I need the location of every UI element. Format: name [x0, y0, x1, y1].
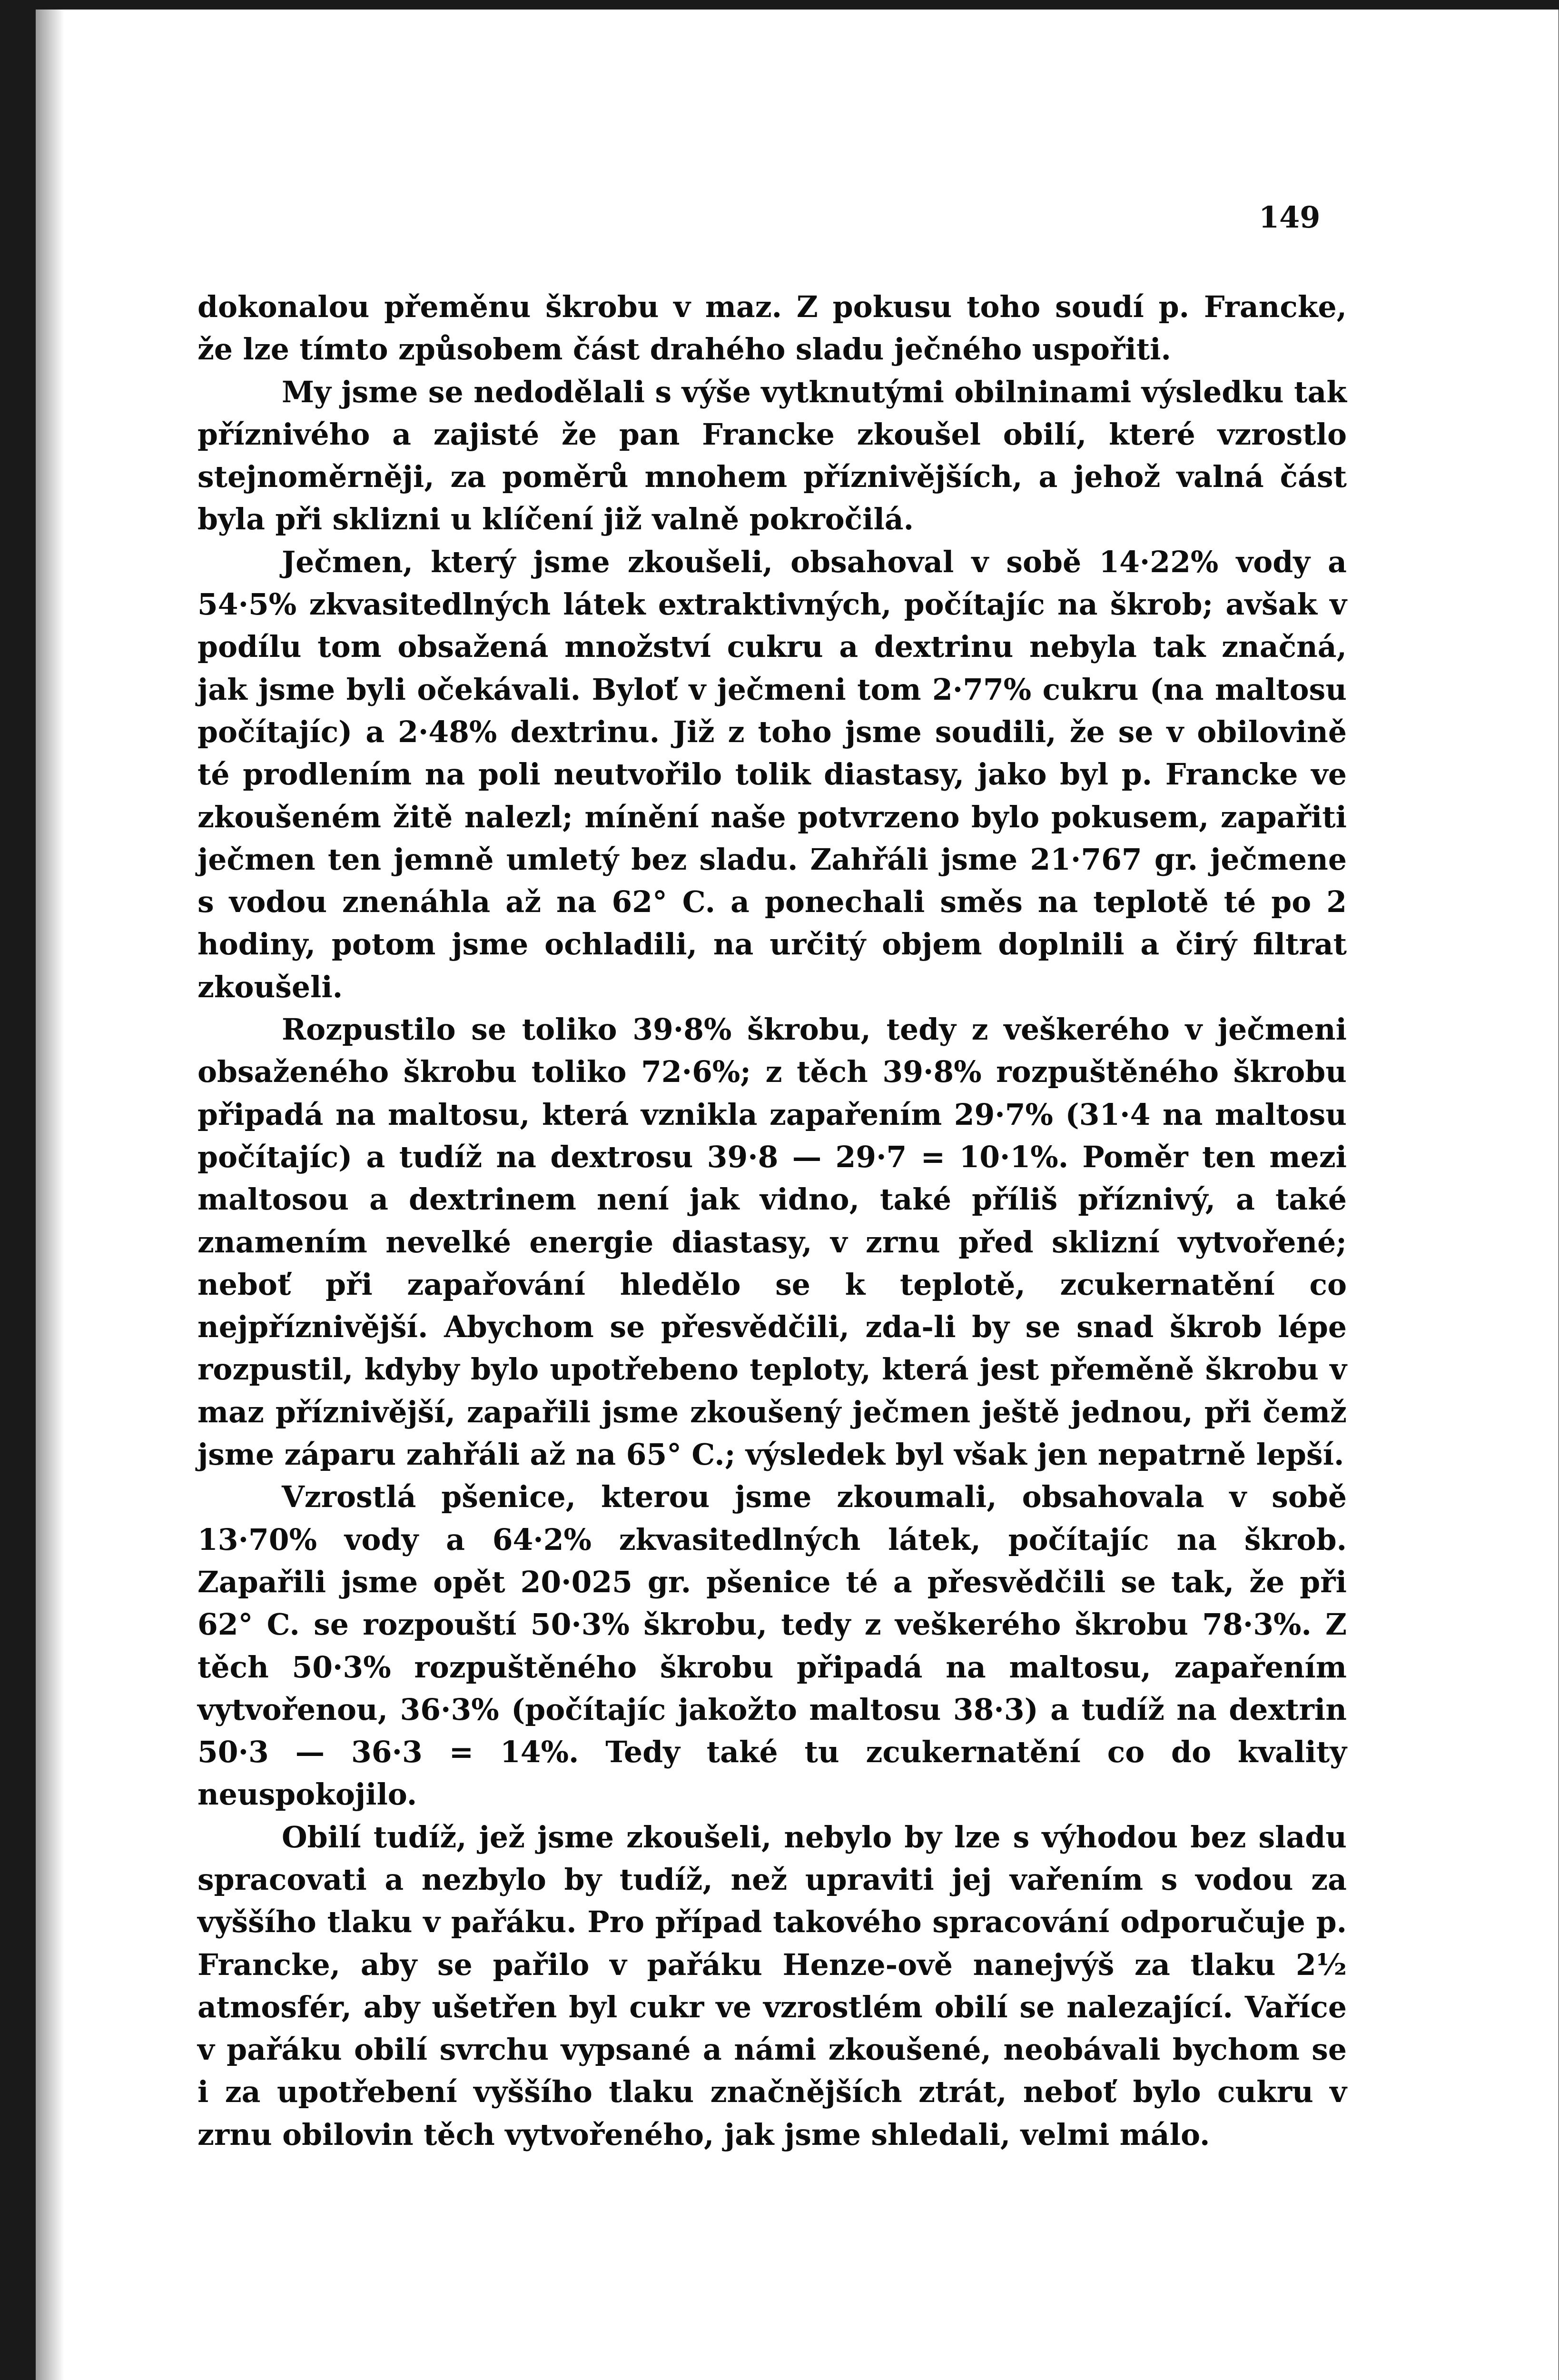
paragraph: Vzrostlá pšenice, kterou jsme zkoumali, obsahovala v sobě 13·70% vody a 64·2% zkvasitedlných látek, počítajíc na škrob. Zapařili jsme opět 20·025 gr. pšenice té a přesvědčili se tak, že při 62° C. se rozpouští 50·3% škrobu, tedy z veškerého škrobu 78·3%. Z těch 50·3% rozpuštěného škrobu připadá na maltosu, zapařením vytvořenou, 36·3% (počítajíc jakožto maltosu 38·3) a tudíž na dextrin 50·3 — 36·3 = 14%. Tedy také tu zcukernatění co do kvality neuspokojilo. [197, 1479, 1347, 1812]
paragraph: My jsme se nedodělali s výše vytknutými obilninami výsledku tak příznivého a zajisté že pan Francke zkoušel obilí, které vzrostlo stejnoměrněji, za poměrů mnohem příznivějších, a jehož valná část byla při sklizni u klíčení již valně pokročilá. [197, 374, 1347, 537]
page-spine-shadow [36, 10, 64, 2380]
paragraph: Obilí tudíž, jež jsme zkoušeli, nebylo by lze s výhodou bez sladu spracovati a nezbylo by tudíž, než upraviti jej vařením s vodou za vyššího tlaku v pařáku. Pro případ takového spracování odporučuje p. Francke, aby se pařilo v pařáku Henze-ově nanejvýš za tlaku 2½ atmosfér, aby ušetřen byl cukr ve vzrostlém obilí se nalezající. Vaříce v pařáku obilí svrchu vypsané a námi zkoušené, neobávali bychom se i za upotřebení vyššího tlaku značnějších ztrát, neboť bylo cukru v zrnu obilovin těch vytvořeného, jak jsme shledali, velmi málo. [197, 1819, 1347, 2152]
paragraph: Ječmen, který jsme zkoušeli, obsahoval v sobě 14·22% vody a 54·5% zkvasitedlných látek extraktivných, počítajíc na škrob; avšak v podílu tom obsažená množství cukru a dextrinu nebyla tak značná, jak jsme byli očekávali. Bylоť v ječmeni tom 2·77% cukru (na maltosu počítajíc) a 2·48% dextrinu. Již z toho jsme soudili, že se v obilovině té prodlením na poli neutvořilo tolik diastasy, jako byl p. Francke ve zkoušeném žitě nalezl; mínění naše potvrzeno bylo pokusem, zapařiti ječmen ten jemně umletý bez sladu. Zahřáli jsme 21·767 gr. ječmene s vodou znenáhla až na 62° C. a ponechali směs na teplotě té po 2 hodiny, potom jsme ochladili, na určitý objem doplnili a čirý filtrat zkoušeli. [197, 544, 1347, 1004]
book-page [36, 10, 1559, 2380]
paragraph: Rozpustilo se toliko 39·8% škrobu, tedy z veškerého v ječmeni obsaženého škrobu toliko 72·6%; z těch 39·8% rozpuštěného škrobu připadá na maltosu, která vznikla zapařením 29·7% (31·4 na maltosu počítajíc) a tudíž na dextrosu 39·8 — 29·7 = 10·1%. Poměr ten mezi maltosou a dextrinem není jak vidno, také příliš příznivý, a také znamením nevelké energie diastasy, v zrnu před sklizní vytvořené; neboť při zapařování hledělo se k teplotě, zcukernatění co nejpříznivější. Abychom se přesvědčili, zda-li by se snad škrob lépe rozpustil, kdyby bylo upotřebeno teploty, která jest přeměně škrobu v maz příznivější, zapařili jsme zkoušený ječmen ještě jednou, při čemž jsme záparu zahřáli až na 65° C.; výsledek byl však jen nepatrně lepší. [197, 1012, 1347, 1472]
paragraph-continuation: dokonalou přeměnu škrobu v maz. Z pokusu toho soudí p. Francke, že lze tímto způsobem část drahého sladu ječného uspořiti. [197, 289, 1347, 367]
page-number: 149 [1259, 200, 1321, 235]
body-text [197, 286, 1347, 2156]
